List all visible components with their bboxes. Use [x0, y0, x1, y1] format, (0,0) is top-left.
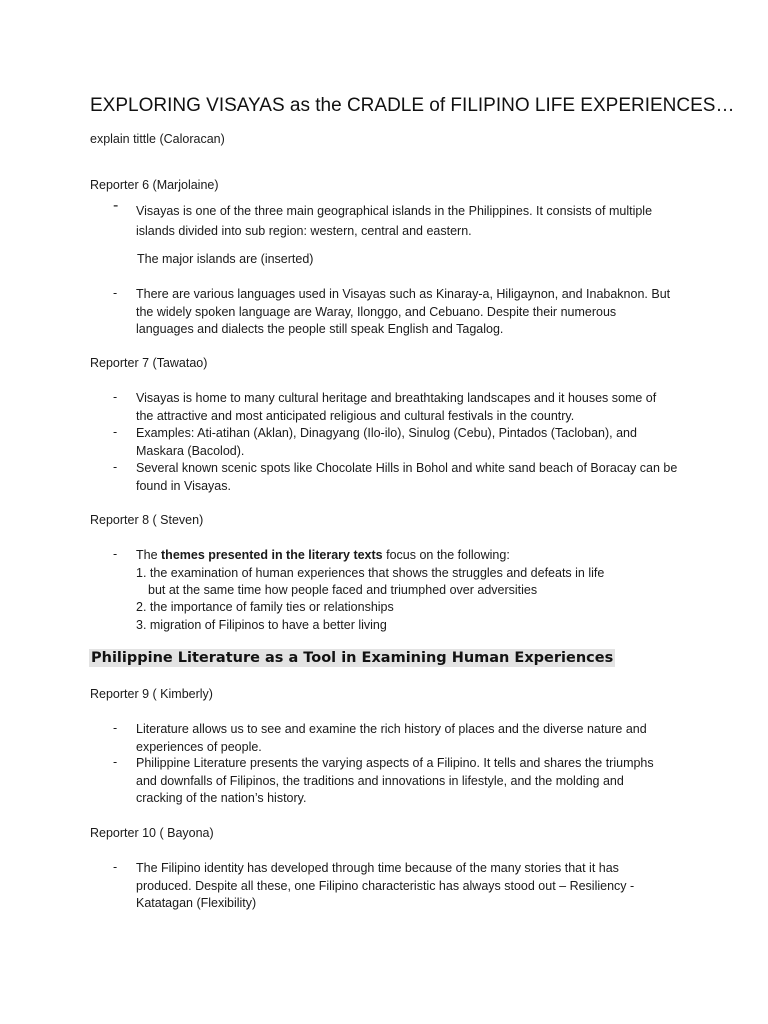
- themes-bold-text: themes presented in the literary texts: [161, 548, 383, 562]
- bullet-dash: -: [113, 425, 118, 439]
- r8-item-1-cont: but at the same time how people faced and triumphed over adversities: [148, 583, 538, 597]
- document-title: EXPLORING VISAYAS as the CRADLE of FILIPINO LIFE EXPERIENCES…: [90, 95, 735, 116]
- r6-bullet-2: There are various languages used in Visayas such as Kinaray-a, Hiligaynon, and Inabaknon. But the widely spoken language are Waray, Ilonggo, and Cebuano. Despite their numerous languages and dialects the people still speak English and Tagalog.: [136, 287, 671, 336]
- bullet-dash: -: [113, 460, 118, 474]
- reporter-6-label: Reporter 6 (Marjolaine): [90, 178, 219, 192]
- r6-major-islands: The major islands are (inserted): [137, 252, 314, 266]
- section-heading: Philippine Literature as a Tool in Examining Human Experiences: [91, 650, 614, 666]
- reporter-8-label: Reporter 8 ( Steven): [90, 513, 204, 527]
- r8-item-3: 3. migration of Filipinos to have a better living: [136, 618, 387, 632]
- bullet-dash: -: [113, 197, 119, 214]
- title-note: explain tittle (Caloracan): [90, 132, 225, 146]
- r10-bullet-1: The Filipino identity has developed through time because of the many stories that it has produced. Despite all these, one Filipino characteristic has always stood out – Resiliency - Katatagan (Flexibility): [136, 861, 635, 910]
- r8-bullet-1: The themes presented in the literary texts focus on the following:: [136, 548, 510, 562]
- r8-item-1: 1. the examination of human experiences that shows the struggles and defeats in life: [136, 566, 605, 580]
- bullet-dash: -: [113, 721, 118, 735]
- r9-bullet-2: Philippine Literature presents the varying aspects of a Filipino. It tells and shares the triumphs and downfalls of Filipinos, the traditions and innovations in lifestyle, and the molding and cracking of the nation’s history.: [136, 756, 654, 805]
- r7-bullet-2: Examples: Ati-atihan (Aklan), Dinagyang (Ilo-ilo), Sinulog (Cebu), Pintados (Tacloban), and Maskara (Bacolod).: [136, 426, 637, 458]
- bullet-dash: -: [113, 286, 118, 300]
- r7-bullet-1: Visayas is home to many cultural heritage and breathtaking landscapes and it houses some of the attractive and most anticipated religious and cultural festivals in the country.: [136, 391, 657, 423]
- bullet-dash: -: [113, 390, 118, 404]
- bullet-dash: -: [113, 755, 118, 769]
- r9-bullet-1: Literature allows us to see and examine the rich history of places and the diverse nature and experiences of people.: [136, 722, 647, 754]
- bullet-dash: -: [113, 860, 118, 874]
- r8-item-2: 2. the importance of family ties or relationships: [136, 600, 394, 614]
- reporter-7-label: Reporter 7 (Tawatao): [90, 356, 208, 370]
- reporter-9-label: Reporter 9 ( Kimberly): [90, 687, 213, 701]
- reporter-10-label: Reporter 10 ( Bayona): [90, 826, 214, 840]
- bullet-dash: -: [113, 547, 118, 561]
- r6-bullet-1: Visayas is one of the three main geographical islands in the Philippines. It consists of multiple islands divided into sub region: western, central and eastern.: [136, 204, 653, 238]
- r7-bullet-3: Several known scenic spots like Chocolate Hills in Bohol and white sand beach of Boracay can be found in Visayas.: [136, 461, 678, 493]
